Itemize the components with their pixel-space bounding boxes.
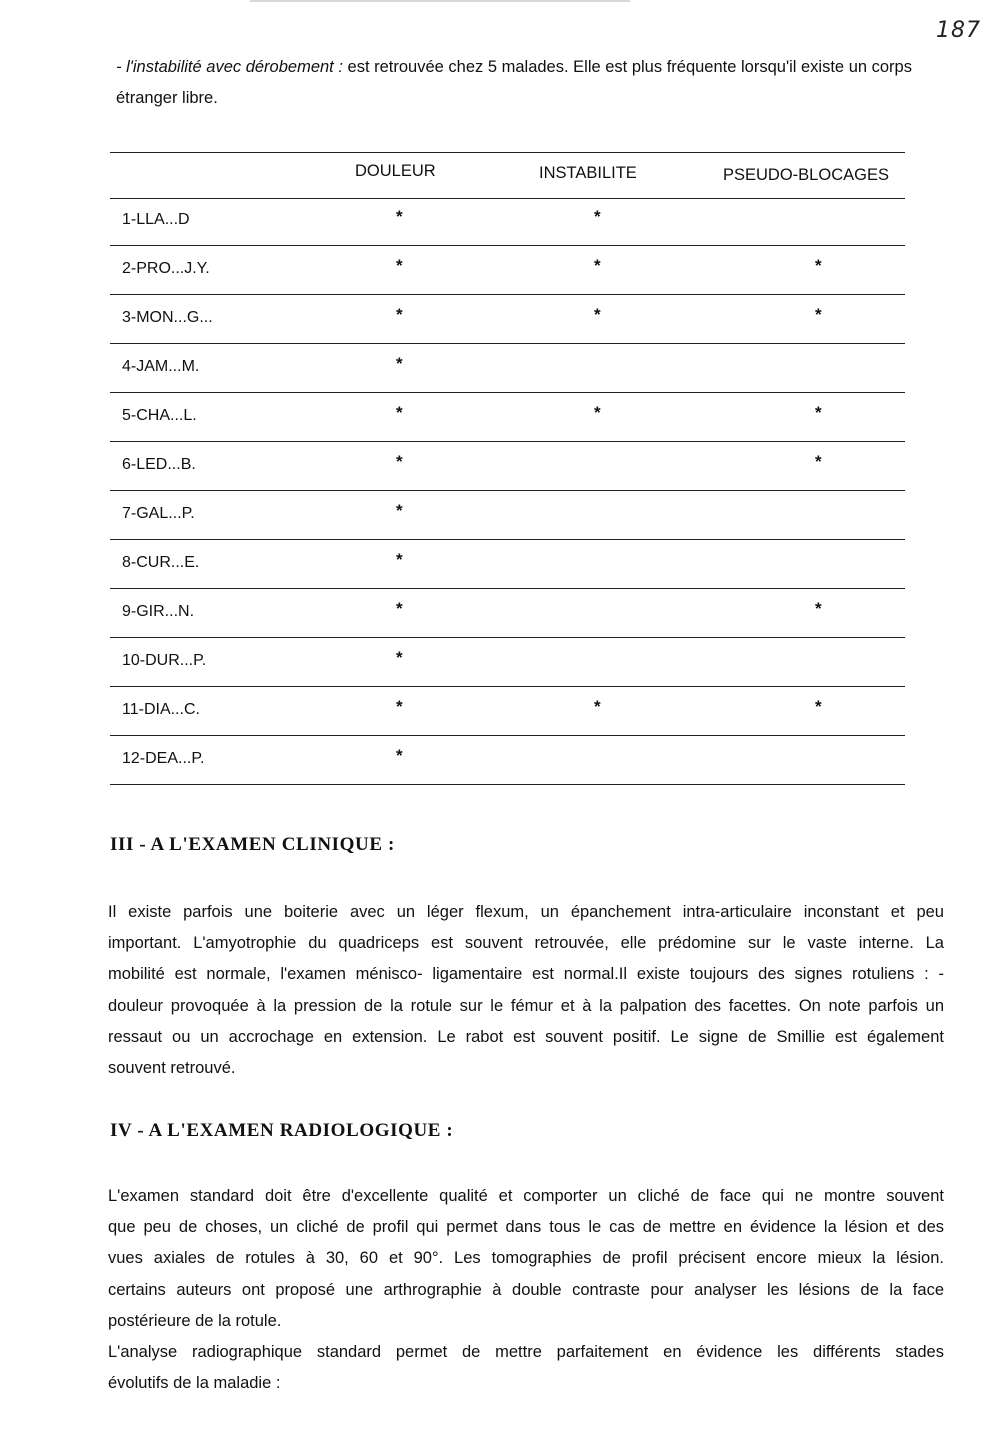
table-top-rule — [110, 152, 905, 153]
symptom-mark-instabilite: * — [594, 697, 601, 716]
table-row — [110, 198, 905, 246]
symptom-mark-pseudo-blocages: * — [815, 599, 822, 618]
symptom-mark-douleur: * — [396, 403, 403, 422]
symptom-mark-douleur: * — [396, 648, 403, 667]
text-line: Il existe parfois une boiterie avec un léger flexum, un épanchement intra-articulaire inconstant et peu — [108, 903, 944, 921]
text-line: vues axiales de rotules à 30, 60 et 90°. Les tomographies de profil précisent encore mieux la lésion. — [108, 1249, 944, 1268]
column-header-douleur: DOULEUR — [355, 162, 436, 180]
table-row — [110, 296, 905, 344]
symptom-mark-douleur: * — [396, 207, 403, 226]
table-row — [110, 737, 905, 785]
paragraph-examen-radiologique — [108, 1181, 944, 1399]
symptom-mark-douleur: * — [396, 452, 403, 471]
table-row — [110, 688, 905, 736]
column-header-instabilite: INSTABILITE — [539, 164, 637, 182]
row-label: 8-CUR...E. — [122, 554, 200, 571]
intro-text: est retrouvée chez 5 malades. Elle est plus fréquente lorsqu'il existe un corps étranger libre. — [116, 58, 912, 107]
row-label: 9-GIR...N. — [122, 603, 195, 620]
symptom-mark-douleur: * — [396, 354, 403, 373]
symptom-mark-instabilite: * — [594, 207, 601, 226]
row-rule — [110, 784, 905, 785]
section-heading-examen-radiologique: IV - A L'EXAMEN RADIOLOGIQUE : — [110, 1120, 454, 1141]
table-row — [110, 443, 905, 491]
row-label: 2-PRO...J.Y. — [122, 260, 210, 277]
row-label: 4-JAM...M. — [122, 358, 200, 375]
row-label: 6-LED...B. — [122, 456, 196, 473]
scan-edge-line — [250, 0, 630, 2]
row-label: 7-GAL...P. — [122, 505, 195, 522]
symptom-mark-douleur: * — [396, 697, 403, 716]
symptom-mark-douleur: * — [396, 256, 403, 275]
symptom-mark-instabilite: * — [594, 403, 601, 422]
symptom-mark-douleur: * — [396, 746, 403, 765]
table-row — [110, 639, 905, 687]
symptom-mark-pseudo-blocages: * — [815, 256, 822, 275]
intro-paragraph — [116, 52, 952, 114]
symptom-mark-douleur: * — [396, 550, 403, 569]
symptom-mark-pseudo-blocages: * — [815, 697, 822, 716]
table-row — [110, 345, 905, 393]
row-label: 1-LLA...D — [122, 211, 190, 228]
table-row — [110, 492, 905, 540]
row-label: 10-DUR...P. — [122, 652, 207, 669]
text-line: certains auteurs ont proposé une arthrographie à double contraste pour analyser les lésions de la face — [108, 1280, 944, 1299]
row-label: 5-CHA...L. — [122, 407, 197, 424]
table-row — [110, 247, 905, 295]
symptom-mark-pseudo-blocages: * — [815, 305, 822, 324]
table-row — [110, 394, 905, 442]
symptom-mark-pseudo-blocages: * — [815, 403, 822, 422]
text-line: L'analyse radiographique standard permet de mettre parfaitement en évidence les différents stades — [108, 1343, 944, 1362]
intro-label: - l'instabilité avec dérobement : — [116, 58, 343, 76]
text-line: douleur provoquée à la pression de la rotule sur le fémur et à la palpation des facettes. On note parfois un — [108, 996, 944, 1015]
symptom-mark-douleur: * — [396, 501, 403, 520]
row-label: 11-DIA...C. — [122, 701, 200, 718]
text-line: évolutifs de la maladie : — [108, 1374, 281, 1393]
column-header-pseudo-blocages: PSEUDO-BLOCAGES — [723, 166, 889, 184]
text-line: important. L'amyotrophie du quadriceps est souvent retrouvée, elle prédomine sur le vaste interne. La — [108, 934, 944, 953]
symptom-mark-douleur: * — [396, 305, 403, 324]
text-line: que peu de choses, un cliché de profil qui permet dans tous le cas de mettre en évidence la lésion et des — [108, 1218, 944, 1237]
symptom-mark-instabilite: * — [594, 305, 601, 324]
row-label: 3-MON...G... — [122, 309, 213, 326]
text-line: mobilité est normale, l'examen ménisco- ligamentaire est normal.Il existe toujours des signes rotuliens : - — [108, 965, 944, 984]
symptom-mark-pseudo-blocages: * — [815, 452, 822, 471]
text-line: postérieure de la rotule. — [108, 1311, 282, 1330]
text-line: souvent retrouvé. — [108, 1059, 236, 1078]
page-number: 187 — [936, 18, 981, 43]
table-row — [110, 590, 905, 638]
row-label: 12-DEA...P. — [122, 750, 205, 767]
text-line: ressaut ou un accrochage en extension. Le rabot est souvent positif. Le signe de Smillie est également — [108, 1027, 944, 1046]
table-row — [110, 541, 905, 589]
section-heading-examen-clinique: III - A L'EXAMEN CLINIQUE : — [110, 834, 395, 855]
paragraph-examen-clinique — [108, 897, 944, 1084]
symptom-mark-douleur: * — [396, 599, 403, 618]
symptom-mark-instabilite: * — [594, 256, 601, 275]
text-line: L'examen standard doit être d'excellente qualité et comporter un cliché de face qui ne montre souvent — [108, 1187, 944, 1205]
